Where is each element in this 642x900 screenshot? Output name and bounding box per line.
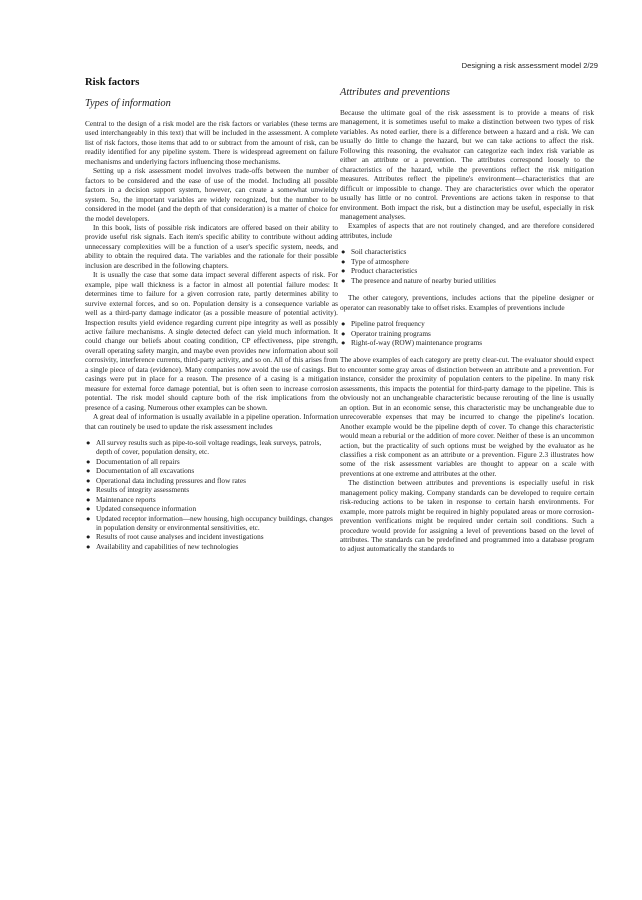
bullet-icon: ●: [86, 437, 91, 447]
list-item-text: Results of root cause analyses and incident investigations: [96, 532, 264, 542]
paragraph: Examples of aspects that are not routinely changed, and are therefore considered attributes, include: [340, 221, 594, 240]
list-item: [85, 542, 338, 551]
list-item-text: Operational data including pressures and flow rates: [96, 475, 246, 485]
list-item: [85, 485, 338, 494]
list-item: [85, 514, 338, 533]
bullet-icon: ●: [86, 475, 91, 485]
info-sources-list: [85, 438, 338, 551]
bullet-icon: ●: [341, 266, 346, 276]
list-item-text: The presence and nature of nearby buried utilities: [351, 275, 496, 285]
list-item-text: Product characteristics: [351, 266, 418, 276]
list-item-text: Updated receptor information—new housing, high occupancy buildings, changes in population density or environmental sensitivities, etc.: [96, 513, 333, 533]
list-item-text: All survey results such as pipe-to-soil voltage readings, leak surveys, patrols, depth of cover, population density, etc.: [96, 437, 322, 457]
bullet-icon: ●: [341, 337, 346, 347]
list-item-text: Results of integrity assessments: [96, 485, 190, 495]
attributes-list: [340, 247, 594, 285]
paragraph: A great deal of information is usually available in a pipeline operation. Information that can routinely be used to update the risk assessment includes: [85, 412, 338, 431]
bullet-icon: ●: [341, 275, 346, 285]
list-item: [340, 266, 594, 275]
left-column: [85, 77, 338, 559]
subsection-title: Types of information: [85, 98, 171, 109]
paragraph: Central to the design of a risk model are the risk factors or variables (these terms are used interchangeably in this text) that will be included in the assessment. A complete list of risk factors, those items that add to or subtract from the amount of risk, can be readily identified for any pipeline system. There is widespread agreement on failure mechanisms and underlying factors influencing those mechanisms.: [85, 119, 338, 166]
bullet-icon: ●: [86, 466, 91, 476]
list-item-text: Documentation of all excavations: [96, 466, 195, 476]
bullet-icon: ●: [86, 485, 91, 495]
list-item: [85, 476, 338, 485]
list-item: [85, 504, 338, 513]
bullet-icon: ●: [86, 513, 91, 523]
list-item: [340, 257, 594, 266]
list-item: [85, 495, 338, 504]
bullet-icon: ●: [86, 541, 91, 551]
running-head: Designing a risk assessment model 2/29: [461, 61, 598, 70]
paragraph: In this book, lists of possible risk indicators are offered based on their ability to provide useful risk signals. Each item's specific ability to contribute without adding unnecessary complexities will be a function of a user's specific system, needs, and ability to obtain the required data. The variables and the rationale for their possible inclusion are described in the following chapters.: [85, 222, 338, 270]
list-item: [340, 247, 594, 256]
bullet-icon: ●: [86, 504, 91, 514]
bullet-icon: ●: [341, 247, 346, 257]
paragraph: It is usually the case that some data impact several different aspects of risk. For example, pipe wall thickness is a factor in almost all potential failure modes: It determines time to failure for a given corrosion rate, partly determines ability to survive external forces, and so on. Population density is a consequence variable as well as a third-party damage indicator (as a possible measure of potential activity). Inspection results yield evidence regarding current pipe integrity as well as possibly active failure mechanisms. A single detected defect can yield much information. It could change our beliefs about coating condition, CP effectiveness, pipe strength, overall operating safety margin, and maybe even provides new information about soil corrosivity, interference currents, third-party activity, and so on. All of this arises from a single piece of data (evidence). Many companies now avoid the use of casings. But casings were put in place for a reason. The presence of a casing is a mitigation measure for external force damage potential, but is often seen to increase corrosion potential. The risk model should capture both of the risk implications from the presence of a casing. Numerous other examples can be shown.: [85, 270, 338, 412]
paragraph: The above examples of each category are pretty clear-cut. The evaluator should expect to encounter some gray areas of distinction between an attribute and a prevention. For instance, consider the proximity of population centers to the pipeline. In many risk assessments, this impacts the potential for third-party damage to the pipeline. This is obviously not an unchangeable characteristic because rerouting of the line is usually an option. But in an economic sense, this characteristic may be unchangeable due to unrecoverable expenses that may be incurred to change the pipeline's location. Another example would be the pipeline depth of cover. To change this characteristic would mean a reburial or the addition of more cover. Neither of these is an uncommon action, but the practicality of such options must be weighed by the evaluator as he classifies a risk component as an attribute or a prevention. Figure 2.3 illustrates how some of the risk assessment variables are thought to appear on a scale with preventions at one extreme and attributes at the other.: [340, 355, 594, 478]
list-item-text: Soil characteristics: [351, 247, 407, 257]
list-item: [340, 329, 594, 338]
bullet-icon: ●: [341, 256, 346, 266]
section-title: Risk factors: [85, 77, 140, 88]
bullet-icon: ●: [341, 328, 346, 338]
list-item: [340, 276, 594, 285]
list-item: [340, 338, 594, 347]
list-item-text: Availability and capabilities of new technologies: [96, 541, 239, 551]
list-item-text: Operator training programs: [351, 328, 431, 338]
paragraph: Setting up a risk assessment model involves trade-offs between the number of factors to be considered and the ease of use of the model. Including all possible factors in a decision support system, however, can create a somewhat unwieldy system. So, the important variables are widely recognized, but the number to be considered in the model (and the depth of that consideration) is a matter of choice for the model developers.: [85, 166, 338, 223]
list-item: [85, 532, 338, 541]
list-item-text: Type of atmosphere: [351, 256, 409, 266]
preventions-list: [340, 319, 594, 347]
list-item-text: Updated consequence information: [96, 504, 197, 514]
subsection-title: Attributes and preventions: [340, 87, 450, 98]
list-item: [85, 457, 338, 466]
list-item-text: Maintenance reports: [96, 494, 156, 504]
list-item: [340, 319, 594, 328]
bullet-icon: ●: [341, 319, 346, 329]
paragraph: Because the ultimate goal of the risk assessment is to provide a means of risk management, it is sometimes useful to make a distinction between two types of risk variables. As noted earlier, there is a difference between a hazard and a risk. We can usually do little to change the hazard, but we can take actions to affect the risk. Following this reasoning, the evaluator can categorize each index risk variable as either an attribute or a prevention. The attributes correspond loosely to the characteristics of the hazard, while the preventions reflect the risk mitigation measures. Attributes reflect the pipeline's environment—characteristics that are difficult or impossible to change. They are characteristics over which the operator usually has little or no control. Preventions are actions taken in response to that environment. Both impact the risk, but a distinction may be useful, especially in risk management analyses.: [340, 108, 594, 221]
right-column: [340, 87, 594, 554]
bullet-icon: ●: [86, 456, 91, 466]
list-item-text: Pipeline patrol frequency: [351, 319, 425, 329]
list-item: [85, 438, 338, 457]
bullet-icon: ●: [86, 532, 91, 542]
paragraph: The other category, preventions, includes actions that the pipeline designer or operator can reasonably take to offset risks. Examples of preventions include: [340, 293, 594, 312]
list-item: [85, 466, 338, 475]
list-item-text: Documentation of all repairs: [96, 456, 180, 466]
bullet-icon: ●: [86, 494, 91, 504]
paragraph: The distinction between attributes and preventions is especially useful in risk management policy making. Company standards can be developed to require certain risk-reducing actions to be taken in response to certain harsh environments. For example, more patrols might be required in highly populated areas or more corrosion-prevention verifications might be required under certain soil conditions. Such a procedure would provide for assigning a level of preventions based on the level of attributes. The standards can be predefined and programmed into a database program to adjust automatically the standards to: [340, 478, 594, 554]
list-item-text: Right-of-way (ROW) maintenance programs: [351, 337, 483, 347]
